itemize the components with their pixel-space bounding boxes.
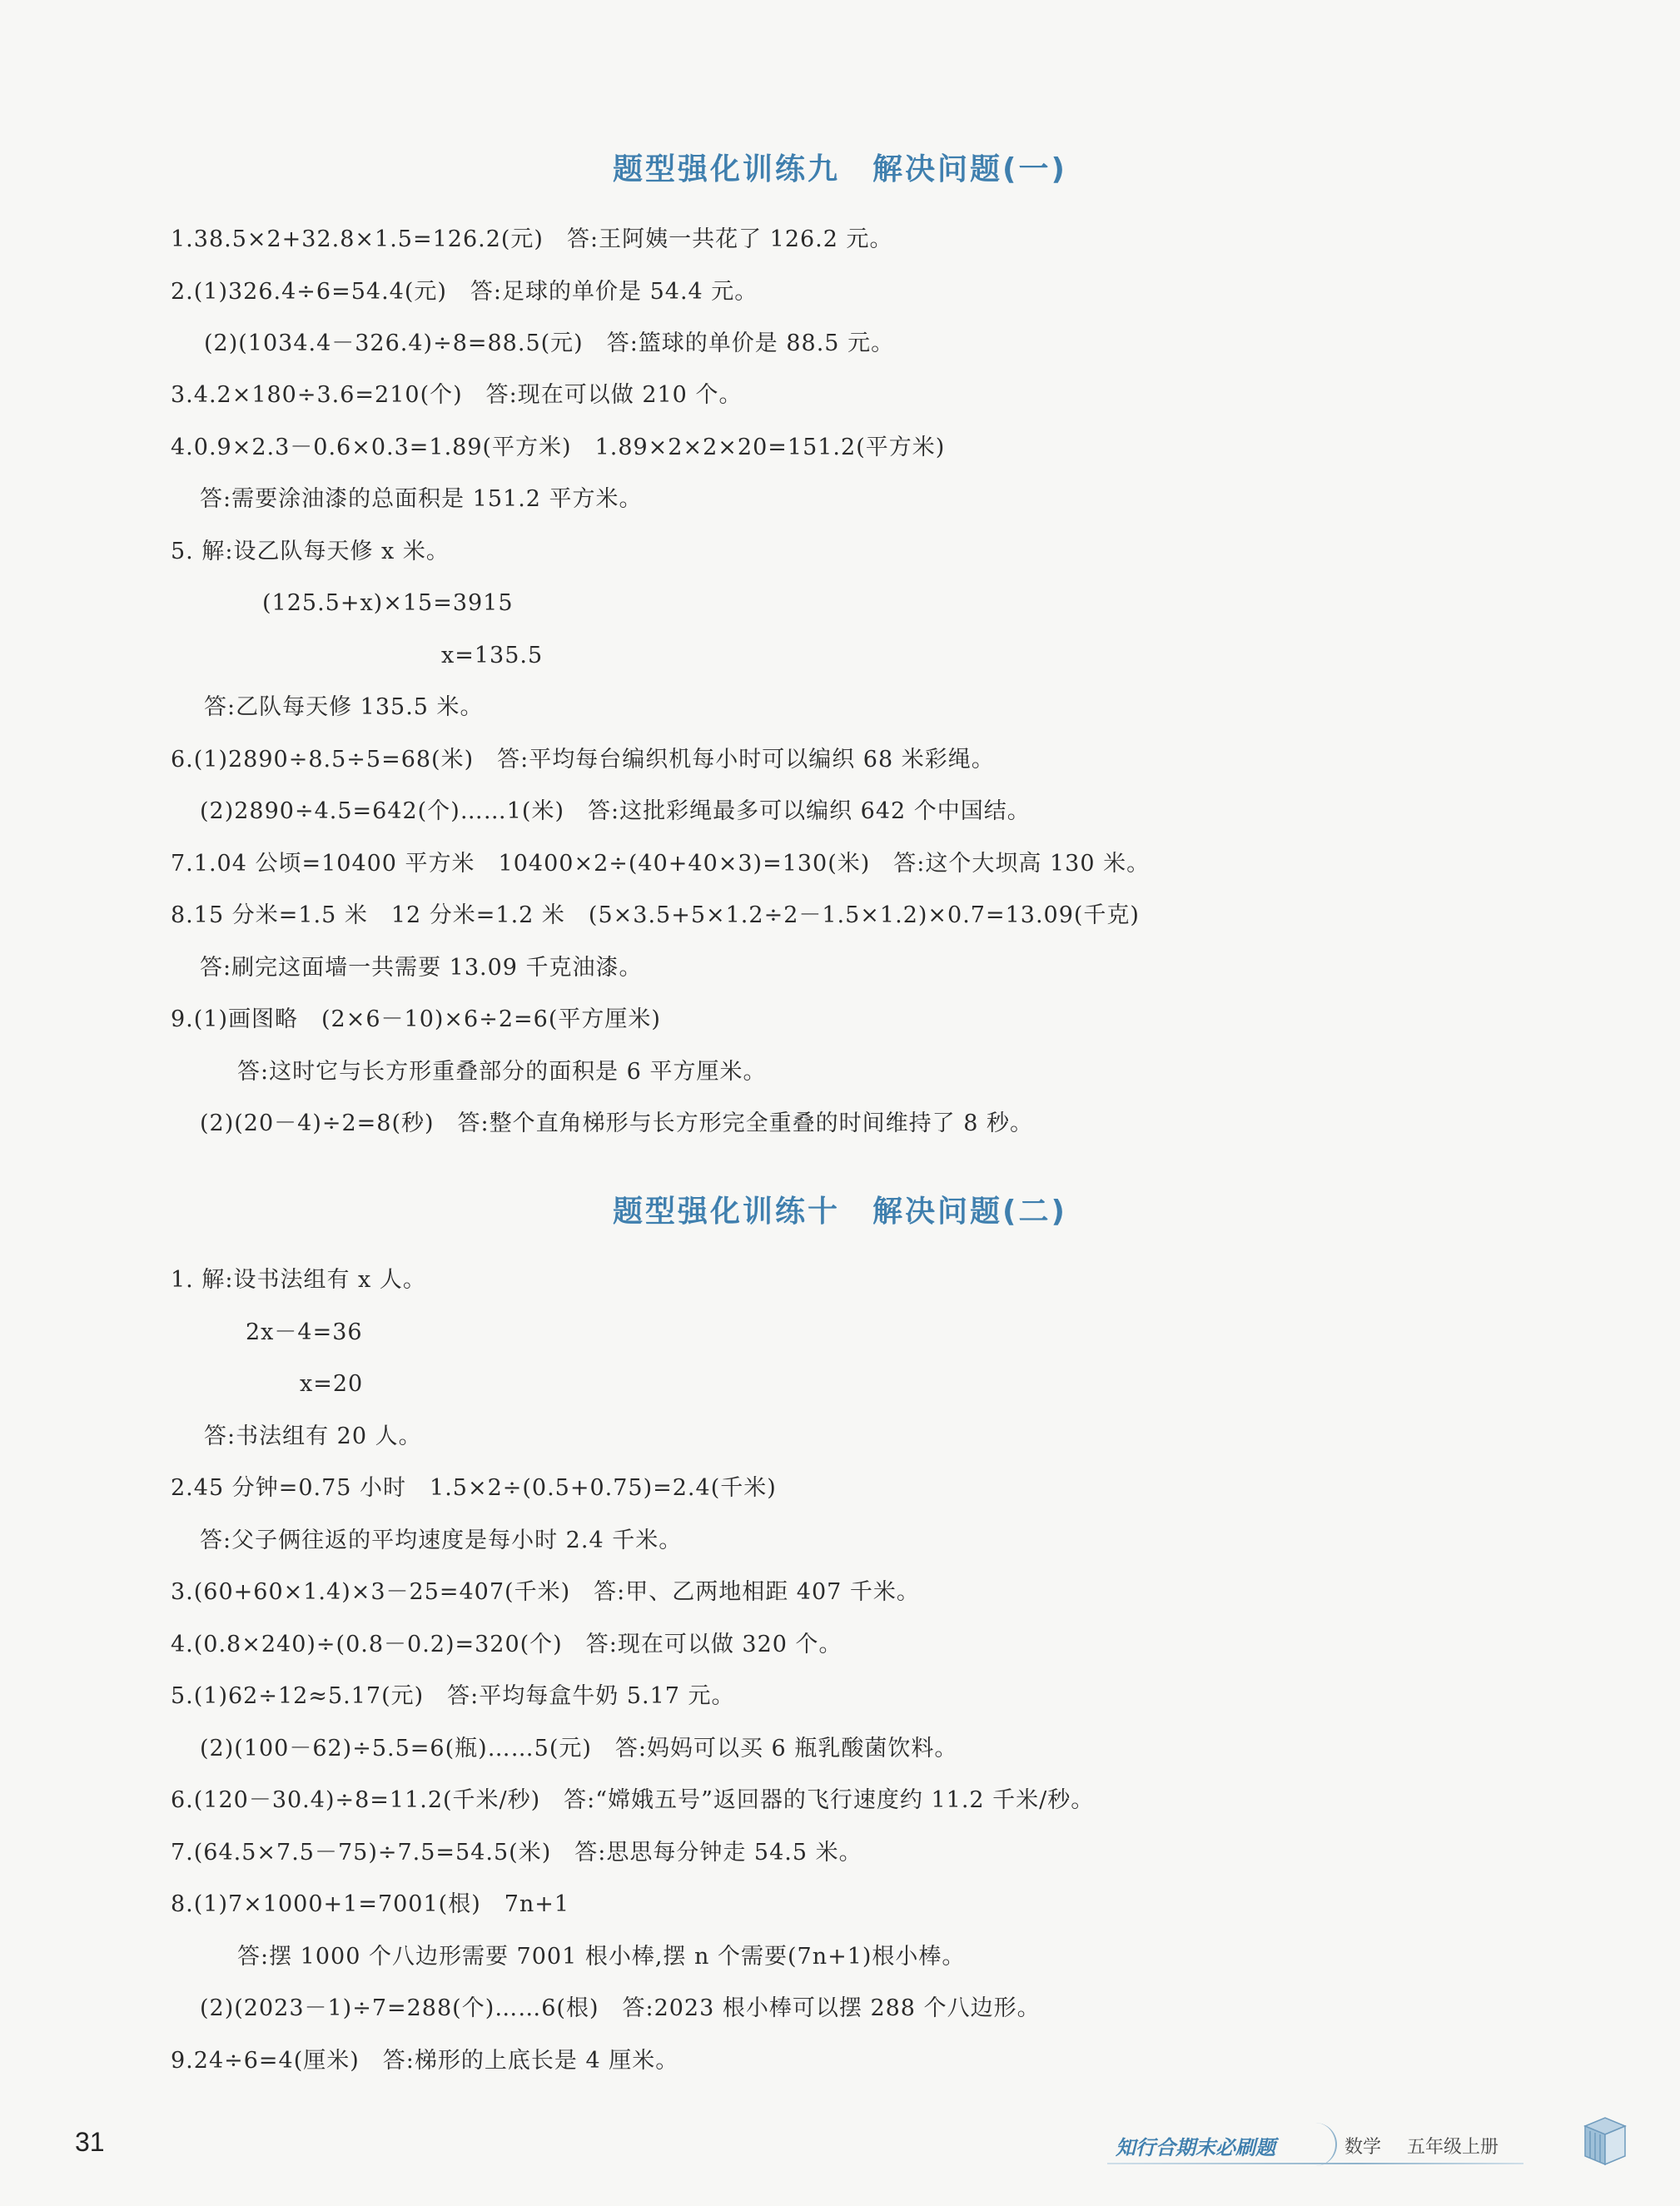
footer-rule [1107,2163,1523,2164]
answer-line: 5. 解:设乙队每天修 x 米。 [171,539,450,564]
answer-line: 答:这时它与长方形重叠部分的面积是 6 平方厘米。 [237,1059,767,1085]
answer-line: (2)(100－62)÷5.5=6(瓶)……5(元) 答:妈妈可以买 6 瓶乳酸菌饮料。 [200,1736,958,1761]
answer-line: 2.45 分钟=0.75 小时 1.5×2÷(0.5+0.75)=2.4(千米) [171,1475,777,1501]
footer-divider-arc [1299,2123,1337,2166]
answer-line: 3.4.2×180÷3.6=210(个) 答:现在可以做 210 个。 [171,382,743,408]
answer-line: (2)(1034.4－326.4)÷8=88.5(元) 答:篮球的单价是 88.5 元。 [204,330,895,356]
answer-line: 5.(1)62÷12≈5.17(元) 答:平均每盒牛奶 5.17 元。 [171,1683,735,1709]
answer-line: 答:需要涂油漆的总面积是 151.2 平方米。 [200,486,643,512]
answer-line: 6.(1)2890÷8.5÷5=68(米) 答:平均每台编织机每小时可以编织 68 米彩绳。 [171,747,995,773]
answer-line: 7.1.04 公顷=10400 平方米 10400×2÷(40+40×3)=130(米) 答:这个大坝高 130 米。 [171,851,1151,877]
answer-line: 答:书法组有 20 人。 [204,1423,422,1449]
answer-line: 答:摆 1000 个八边形需要 7001 根小棒,摆 n 个需要(7n+1)根小棒。 [237,1944,966,1970]
answer-line: 3.(60+60×1.4)×3－25=407(千米) 答:甲、乙两地相距 407 千米。 [171,1579,920,1605]
equation-line: (125.5+x)×15=3915 [262,590,514,616]
answer-line: 1.38.5×2+32.8×1.5=126.2(元) 答:王阿姨一共花了 126.2 元。 [171,226,893,252]
section-title-10: 题型强化训练十 解决问题(二) [613,1195,1067,1229]
answer-line: 答:父子俩往返的平均速度是每小时 2.4 千米。 [200,1528,683,1553]
footer-brand: 知行合期末必刷题 [1116,2136,1275,2159]
footer-subject: 数学 [1344,2137,1382,2158]
answer-line: (2)2890÷4.5=642(个)……1(米) 答:这批彩绳最多可以编织 642 个中国结。 [200,798,1031,824]
answer-line: 9.(1)画图略 (2×6－10)×6÷2=6(平方厘米) [171,1006,661,1032]
answer-line: 7.(64.5×7.5－75)÷7.5=54.5(米) 答:思思每分钟走 54.5 米。 [171,1840,862,1866]
equation-line: x=20 [300,1371,364,1397]
answer-line: 答:刷完这面墙一共需要 13.09 千克油漆。 [200,955,643,981]
book-stack-icon [1580,2114,1628,2166]
equation-line: 2x－4=36 [246,1319,363,1345]
answer-line: 2.(1)326.4÷6=54.4(元) 答:足球的单价是 54.4 元。 [171,279,758,305]
answer-line: 答:乙队每天修 135.5 米。 [204,694,484,720]
equation-line: x=135.5 [441,643,544,668]
answer-line: 8.15 分米=1.5 米 12 分米=1.2 米 (5×3.5+5×1.2÷2－1.5×1.2)×0.7=13.09(千克) [171,902,1140,928]
answer-line: (2)(2023－1)÷7=288(个)……6(根) 答:2023 根小棒可以摆 288 个八边形。 [200,1995,1041,2021]
answer-line: (2)(20－4)÷2=8(秒) 答:整个直角梯形与长方形完全重叠的时间维持了 8 秒。 [200,1110,1033,1136]
answer-line: 4.0.9×2.3－0.6×0.3=1.89(平方米) 1.89×2×2×20=151.2(平方米) [171,435,946,460]
page-number: 31 [75,2127,105,2157]
section-title-9: 题型强化训练九 解决问题(一) [613,152,1067,186]
answer-line: 4.(0.8×240)÷(0.8－0.2)=320(个) 答:现在可以做 320 个。 [171,1632,842,1657]
answer-line: 8.(1)7×1000+1=7001(根) 7n+1 [171,1891,570,1917]
footer-grade: 五年级上册 [1407,2137,1499,2158]
answer-line: 6.(120－30.4)÷8=11.2(千米/秒) 答:“嫦娥五号”返回器的飞行速度约 11.2 千米/秒。 [171,1787,1095,1813]
answer-line: 9.24÷6=4(厘米) 答:梯形的上底长是 4 厘米。 [171,2048,679,2074]
answer-line: 1. 解:设书法组有 x 人。 [171,1267,426,1293]
